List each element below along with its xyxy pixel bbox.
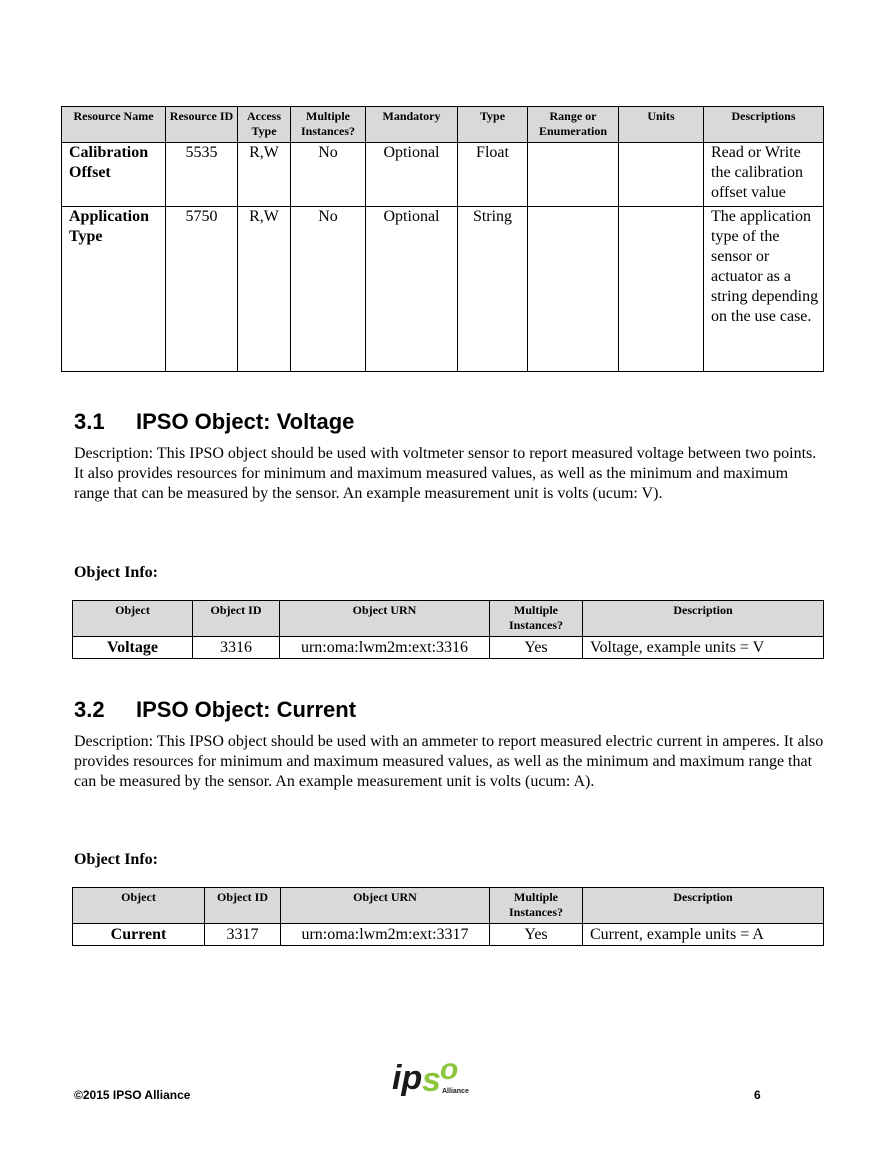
cell-resource-name: Application Type xyxy=(62,207,166,372)
cell-object: Current xyxy=(73,924,205,946)
section-description: Description: This IPSO object should be used with voltmeter sensor to report measured voltage between two points. It also provides resources for minimum and maximum measured values, as well as the minimum and maximum range that can be measured by the sensor. An example measurement unit is volts (ucum: V). xyxy=(74,445,817,502)
header-object: Object xyxy=(73,601,193,637)
cell-type: String xyxy=(458,207,528,372)
header-object-urn: Object URN xyxy=(281,888,490,924)
ipso-alliance-logo xyxy=(390,1055,474,1097)
header-resource-name: Resource Name xyxy=(62,107,166,143)
cell-range xyxy=(528,143,619,207)
section-number: 3.1 xyxy=(74,409,105,434)
logo-text-ip: ip xyxy=(392,1059,423,1097)
cell-units xyxy=(619,143,704,207)
section-description: Description: This IPSO object should be used with an ammeter to report measured electric current in amperes. It also provides resources for minimum and maximum measured values, as well as the minimum and maximum range that can be measured by the sensor. An example measurement unit is volts (ucum: A). xyxy=(74,733,824,790)
cell-access-type: R,W xyxy=(238,207,291,372)
table-row xyxy=(73,637,824,659)
cell-mandatory: Optional xyxy=(366,143,458,207)
voltage-object-table xyxy=(72,600,824,659)
cell-units xyxy=(619,207,704,372)
object-info-label: Object Info: xyxy=(74,564,158,581)
object-table-header xyxy=(73,601,824,637)
current-object-table xyxy=(72,887,824,946)
header-descriptions: Descriptions xyxy=(704,107,824,143)
cell-object: Voltage xyxy=(73,637,193,659)
cell-range xyxy=(528,207,619,372)
cell-type: Float xyxy=(458,143,528,207)
section-heading-current xyxy=(74,697,356,723)
cell-description: Current, example units = A xyxy=(583,924,824,946)
cell-object-urn: urn:oma:lwm2m:ext:3316 xyxy=(280,637,490,659)
header-description: Description xyxy=(583,888,824,924)
footer-copyright: ©2015 IPSO Alliance xyxy=(74,1088,191,1102)
section-title: IPSO Object: Current xyxy=(136,697,357,722)
header-object-urn: Object URN xyxy=(280,601,490,637)
cell-resource-id: 5535 xyxy=(166,143,238,207)
table-row xyxy=(62,143,824,207)
header-access-type: Access Type xyxy=(238,107,291,143)
cell-object-id: 3317 xyxy=(205,924,281,946)
header-multiple-instances: Multiple Instances? xyxy=(490,601,583,637)
cell-multiple: No xyxy=(291,207,366,372)
cell-multiple: Yes xyxy=(490,924,583,946)
header-units: Units xyxy=(619,107,704,143)
cell-description: The application type of the sensor or actuator as a string depending on the use case. xyxy=(704,207,824,372)
cell-object-id: 3316 xyxy=(193,637,280,659)
logo-text-s: s xyxy=(422,1061,441,1097)
logo-subtext: Alliance xyxy=(442,1088,469,1095)
cell-resource-id: 5750 xyxy=(166,207,238,372)
cell-description: Read or Write the calibration offset value xyxy=(704,143,824,207)
header-multiple-instances: Multiple Instances? xyxy=(490,888,583,924)
table-row xyxy=(73,924,824,946)
header-object-id: Object ID xyxy=(193,601,280,637)
cell-access-type: R,W xyxy=(238,143,291,207)
header-type: Type xyxy=(458,107,528,143)
page-number: 6 xyxy=(754,1088,761,1102)
object-table-header xyxy=(73,888,824,924)
header-object: Object xyxy=(73,888,205,924)
header-object-id: Object ID xyxy=(205,888,281,924)
section-heading-voltage xyxy=(74,409,354,435)
cell-description: Voltage, example units = V xyxy=(583,637,824,659)
cell-resource-name: Calibration Offset xyxy=(62,143,166,207)
section-title: IPSO Object: Voltage xyxy=(136,409,355,434)
cell-object-urn: urn:oma:lwm2m:ext:3317 xyxy=(281,924,490,946)
header-description: Description xyxy=(583,601,824,637)
cell-multiple: Yes xyxy=(490,637,583,659)
logo-text-o: o xyxy=(440,1055,459,1086)
resource-table-header xyxy=(62,107,824,143)
cell-multiple: No xyxy=(291,143,366,207)
resource-table xyxy=(61,106,824,372)
section-number: 3.2 xyxy=(74,697,105,722)
cell-mandatory: Optional xyxy=(366,207,458,372)
header-range: Range or Enumeration xyxy=(528,107,619,143)
table-row xyxy=(62,207,824,372)
header-multiple-instances: Multiple Instances? xyxy=(291,107,366,143)
header-mandatory: Mandatory xyxy=(366,107,458,143)
object-info-label: Object Info: xyxy=(74,851,158,868)
header-resource-id: Resource ID xyxy=(166,107,238,143)
